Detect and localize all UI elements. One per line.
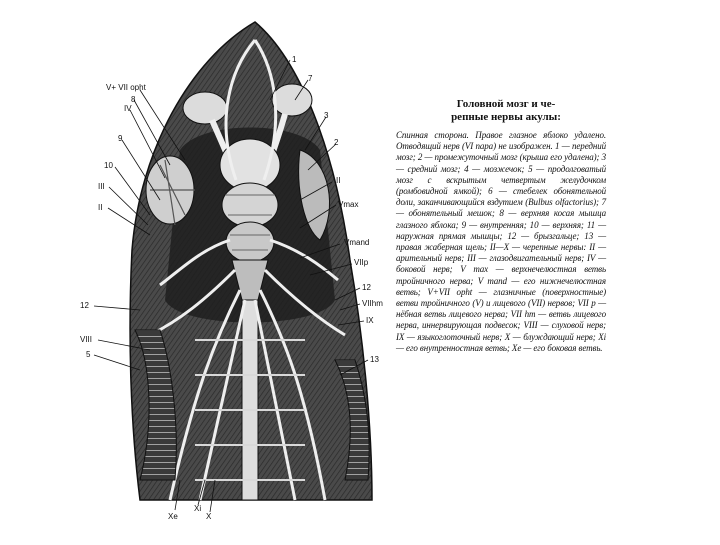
- label-iii: III: [98, 182, 105, 191]
- label-xi: Xi: [194, 504, 202, 513]
- label-9: 9: [118, 134, 123, 143]
- olfactory-sac-left: [183, 92, 227, 124]
- figure-caption: [396, 98, 606, 354]
- label-13: 13: [370, 355, 379, 364]
- label-ii-right: II: [336, 176, 341, 185]
- caption-title: [406, 98, 606, 124]
- midbrain: [222, 183, 278, 227]
- caption-title-line-1: Головной мозг и че-: [456, 98, 556, 110]
- label-xe: Xe: [168, 512, 178, 521]
- label-8: 8: [131, 95, 136, 104]
- label-v-max: Vmax: [338, 200, 359, 209]
- cerebellum: [226, 222, 274, 262]
- label-2: 2: [334, 138, 339, 147]
- label-10: 10: [104, 161, 113, 170]
- label-7: 7: [308, 74, 313, 83]
- caption-body: Спинная сторона. Правое глазное яблоко удалено. Отводящий нерв (VI пара) не изображен. 1 — передний мозг; 2 — промежуточный мозг (крыша его удалена); 3 — средний мозг; 4 — мозжечок; 5 — продолговатый мозг с вскрытым четвертым желудочком (ромбовидной ямкой); 6 — стебелек обонятельной доли, заканчивающийся вздутием (Bulbus olfactorius); 7 — обонятельный мешок; 8 — верхняя косая мышца глазного яблока; 9 — внутренняя; 10 — верхняя; 11 — наружная прямая мышцы; 12 — брызгальце; 13 — правая жаберная щель; II—X — черепные нервы: II — арительный нерв; III — глазодвигательный нерв; IV — боковой нерв; V max — верхнечелюстная ветвь тройничного нерва; V mand — его нижнечелюстная ветвь; V+VII opht — глазничные (поверхностные) ветви тройничного (V) и лицевого (VII) нервов; VII p — нёбная ветвь лицевого нерва; VII hm — ветвь лицевого нерва, иннервирующая подвесок; VIII — слуховой нерв; IX — языкоглоточный нерв; X — блуждающий нерв; Xi — его внутренностная ветвь; Xe — его боковая ветвь.: [396, 130, 606, 353]
- label-vii-hm: VIIhm: [362, 299, 383, 308]
- label-12-right: 12: [362, 283, 371, 292]
- label-v-vii-opht: V+ VII opht: [106, 83, 146, 92]
- caption-title-line-2: репные нервы акулы:: [451, 111, 561, 123]
- label-ix: IX: [366, 316, 374, 325]
- label-x: X: [206, 512, 212, 521]
- label-1: 1: [292, 55, 297, 64]
- label-ii-left: II: [98, 203, 103, 212]
- label-vii-p: VIIp: [354, 258, 369, 267]
- label-viii: VIII: [80, 335, 93, 344]
- label-5: 5: [86, 350, 91, 359]
- label-12-left: 12: [80, 301, 89, 310]
- spinal-cord: [242, 300, 258, 500]
- label-v-mand: Vmand: [344, 238, 370, 247]
- label-iv: IV: [124, 104, 132, 113]
- label-3: 3: [324, 111, 329, 120]
- olfactory-sac-right: [272, 84, 312, 116]
